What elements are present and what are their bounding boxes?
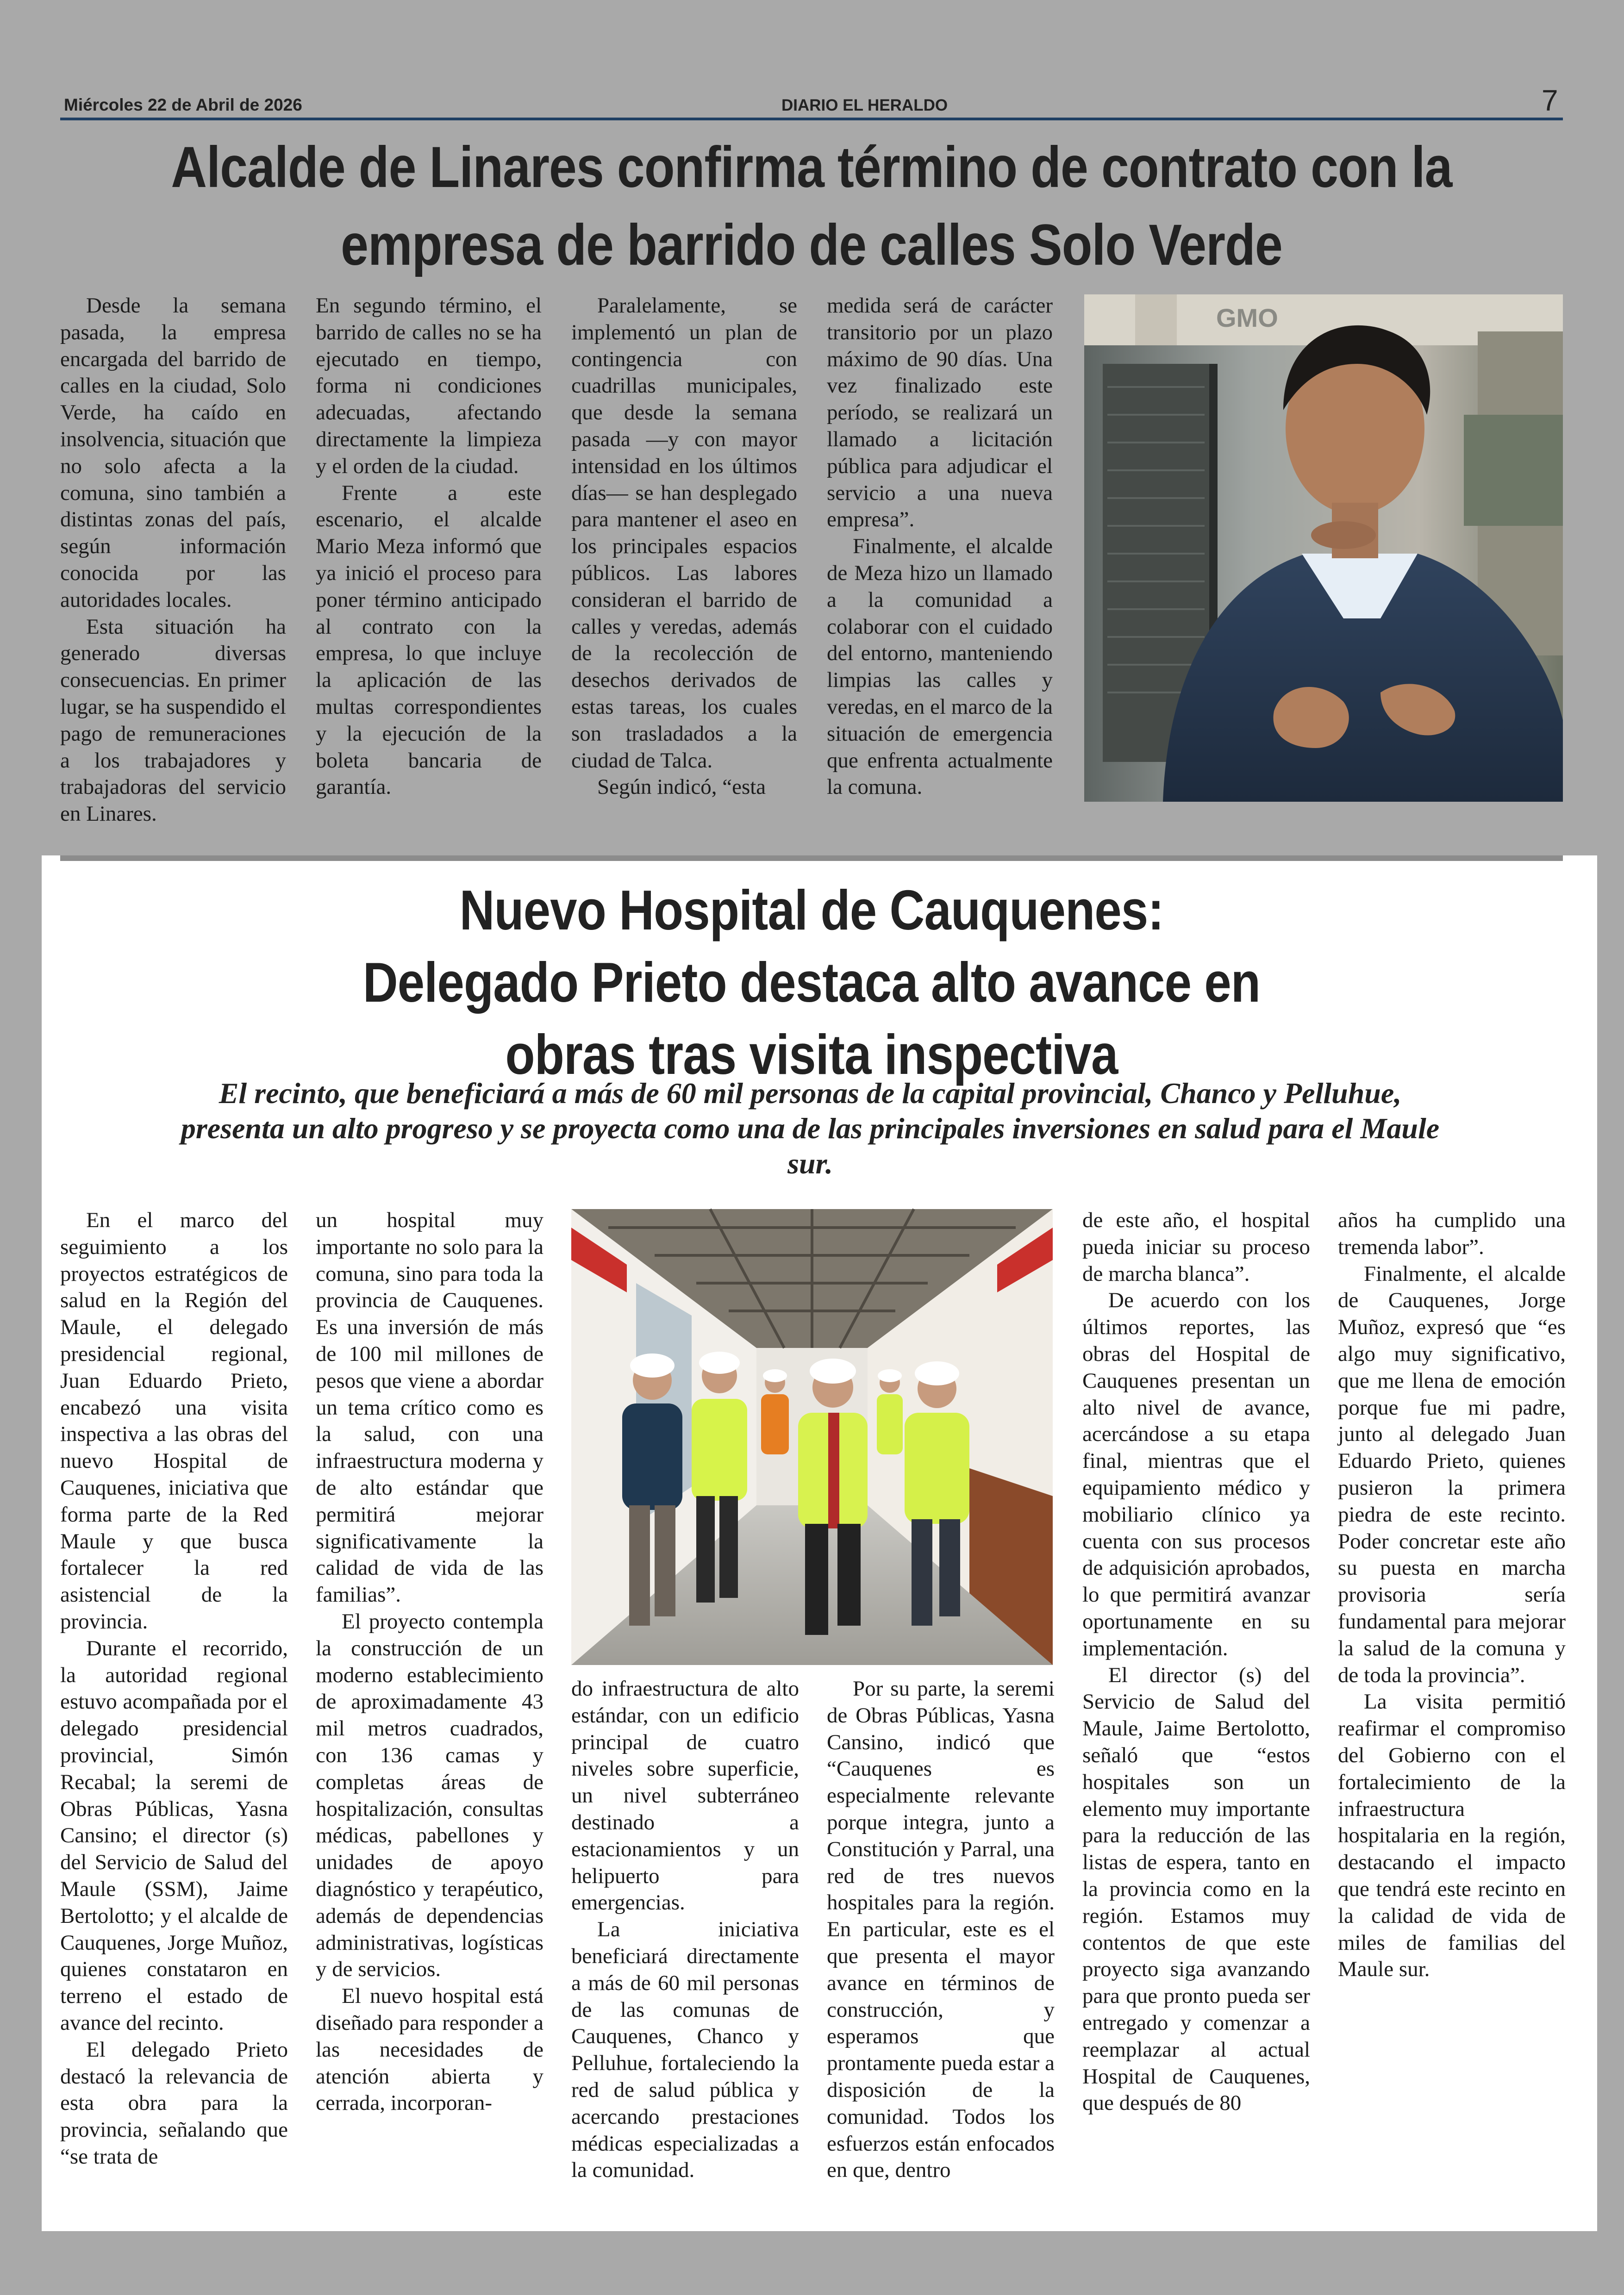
article1-column-4 <box>827 293 1053 802</box>
article2-subtitle: El recinto, que beneficiará a más de 60 mil personas de la capital provincial, Chanco y Pelluhue, presenta un alto progreso y se proyecta como una de las principales inversiones en salud para el Maule sur. <box>181 1077 1440 1180</box>
article2-paragraph: Durante el recorrido, la autoridad regional estuvo acompañada por el delegado presidencial provincial, Simón Recabal; la seremi de Obras Públicas, Yasna Cansino; el director (s) del Servicio de Salud del Maule (SSM), Jaime Bertolotto; y el alcalde de Cauquenes, Jorge Muñoz, quienes constataron en terreno el estado de avance del recinto. <box>60 1636 288 2035</box>
article1-paragraph: Finalmente, el alcalde de Meza hizo un llamado a la comunidad a colaborar con el cuidado del entorno, manteniendo limpias las calles y veredas, en el marco de la situación de emergencia que enfrenta actualmente la comuna. <box>827 534 1053 799</box>
article2-headline <box>165 874 1458 1091</box>
article1-column-1 <box>60 293 286 826</box>
article2-paragraph: La visita permitió reafirmar el compromiso del Gobierno con el fortalecimiento de la infraestructura hospitalaria en la región, destacando el impacto que tendrá este recinto en la calidad de vida de miles de familias del Maule sur. <box>1338 1690 1566 1982</box>
article2-column-1 <box>60 1207 288 2207</box>
article2-column-3 <box>571 1676 799 2208</box>
article1-photo-mayor <box>1084 294 1563 802</box>
article2-paragraph: La iniciativa beneficiará directamente a más de 60 mil personas de las comunas de Cauquenes, Chanco y Pelluhue, fortaleciendo la red de salud pública y acercando prestaciones médicas especializadas a la comunidad. <box>571 1917 799 2183</box>
page-number: 7 <box>1542 84 1558 117</box>
article2-column-4 <box>827 1676 1055 2208</box>
article1-paragraph: Paralelamente, se implementó un plan de contingencia con cuadrillas municipales, que desde la semana pasada —y con mayor intensidad en los últimos días— se han desplegado para mantener el aseo en los principales espacios públicos. Las labores consideran el barrido de calles y veredas, además de la recolección de desechos derivados de estas tareas, los cuales son trasladados a la ciudad de Talca. <box>571 293 797 773</box>
article2-paragraph: años ha cumplido una tremenda labor”. <box>1338 1208 1566 1259</box>
article2-column-6 <box>1338 1207 1566 2207</box>
header-rule <box>60 118 1563 120</box>
article2-paragraph: De acuerdo con los últimos reportes, las obras del Hospital de Cauquenes presentan un alto nivel de avance, acercándose a su etapa final, mientras que el equipamiento médico y mobiliario clínico ya cuenta con sus procesos de adquisición aprobados, lo que permitirá avanzar oportunamente en su implementación. <box>1082 1288 1310 1660</box>
article2-paragraph: Por su parte, la seremi de Obras Públicas, Yasna Cansino, indicó que “Cauquenes es especialmente relevante porque integra, junto a Constitución y Parral, una red de tres nuevos hospitales para la región. En particular, este es el que presenta el mayor avance en términos de construcción, y esperamos que prontamente pueda estar a disposición de la comunidad. Todos los esfuerzos están enfocados en que, dentro <box>827 1677 1055 2183</box>
article1-paragraph: En segundo término, el barrido de calles no se ha ejecutado en tiempo, forma ni condiciones adecuadas, afectando directamente la limpieza y el orden de la ciudad. <box>316 293 542 478</box>
article1-paragraph: Frente a este escenario, el alcalde Mario Meza informó que ya inició el proceso para poner término anticipado al contrato con la empresa, lo que incluye la aplicación de las multas correspondientes y la ejecución de la boleta bancaria de garantía. <box>316 480 542 799</box>
store-sign: GMO <box>1216 303 1278 332</box>
article2-column-5 <box>1082 1207 1310 2207</box>
article2-paragraph: do infraestructura de alto estándar, con un edificio principal de cuatro niveles sobre superficie, un nivel subterráneo destinado a estacionamientos y un helipuerto para emergencias. <box>571 1677 799 1915</box>
article1-paragraph: Esta situación ha generado diversas consecuencias. En primer lugar, se ha suspendido el pago de remuneraciones a los trabajadores y trabajadoras del servicio en Linares. <box>60 614 286 826</box>
article2-paragraph: de este año, el hospital pueda iniciar su proceso de marcha blanca”. <box>1082 1208 1310 1286</box>
article2-column-2 <box>316 1207 543 2207</box>
article2-headline-line2: Delegado Prieto destaca alto avance en obras tras visita inspectiva <box>362 951 1261 1086</box>
article2-paragraph: Finalmente, el alcalde de Cauquenes, Jorge Muñoz, expresó que “es algo muy significativo, que me llena de emoción porque fue mi padre, junto al delegado Juan Eduardo Prieto, quienes pusieron la primera piedra de este recinto. Poder concretar este año su puesta en marcha provisoria sería fundamental para mejorar la salud de la comuna y de toda la provincia”. <box>1338 1261 1566 1687</box>
article2-paragraph: El nuevo hospital está diseñado para responder a las necesidades de atención abierta y cerrada, incorporan- <box>316 1984 543 2115</box>
article1-paragraph: Según indicó, “esta <box>597 775 766 799</box>
article2-paragraph: El delegado Prieto destacó la relevancia de esta obra para la provincia, señalando que “se trata de <box>60 2037 288 2169</box>
article1-column-3 <box>571 293 797 802</box>
article2-paragraph: un hospital muy importante no solo para la comuna, sino para toda la provincia de Cauquenes. Es una inversión de más de 100 mil millones de pesos que viene a abordar un tema crítico como es la salud, con una infraestructura moderna y de alto estándar que permitirá mejorar significativamente la calidad de vida de las familias”. <box>316 1208 543 1607</box>
article1-paragraph: Desde la semana pasada, la empresa encargada del barrido de calles en la ciudad, Solo Verde, ha caído en insolvencia, situación que no solo afecta a la comuna, sino también a distintas zonas del país, según información conocida por las autoridades locales. <box>60 293 286 612</box>
article1-headline: Alcalde de Linares confirma término de contrato con la empresa de barrido de calles Solo Verde <box>171 135 1452 277</box>
article2-paragraph: El director (s) del Servicio de Salud del Maule, Jaime Bertolotto, señaló que “estos hospitales son un elemento muy importante para la reducción de las listas de espera, tanto en la provincia como en la región. Estamos muy contentos de que este proyecto siga avanzando para que pronto pueda ser entregado y comenzar a reemplazar al actual Hospital de Cauquenes, que después de 80 <box>1082 1663 1310 2115</box>
article2-photo-hospital-visit <box>571 1209 1053 1665</box>
article1-column-2 <box>316 293 542 802</box>
article2-paragraph: En el marco del seguimiento a los proyectos estratégicos de salud en la Región del Maule, el delegado presidencial regional, Juan Eduardo Prieto, encabezó una visita inspectiva a las obras del nuevo Hospital de Cauquenes, iniciativa que forma parte de la Red Maule y que busca fortalecer la red asistencial de la provincia. <box>60 1208 288 1634</box>
article2-headline-line1: Nuevo Hospital de Cauquenes: <box>459 879 1164 942</box>
newspaper-name: DIARIO EL HERALDO <box>781 96 948 114</box>
article1-paragraph: medida será de carácter transitorio por un plazo máximo de 90 días. Una vez finalizado este período, se realizará un llamado a licitación pública para adjudicar el servicio a una nueva empresa”. <box>827 293 1053 532</box>
article2-divider <box>60 855 1563 861</box>
article2-paragraph: El proyecto contempla la construcción de un moderno establecimiento de aproximadamente 43 mil metros cuadrados, con 136 camas y completas áreas de hospitalización, consultas médicas, pabellones y unidades de apoyo diagnóstico y terapéutico, además de dependencias administrativas, logísticas y de servicios. <box>316 1609 543 1982</box>
issue-date: Miércoles 22 de Abril de 2026 <box>64 95 302 114</box>
